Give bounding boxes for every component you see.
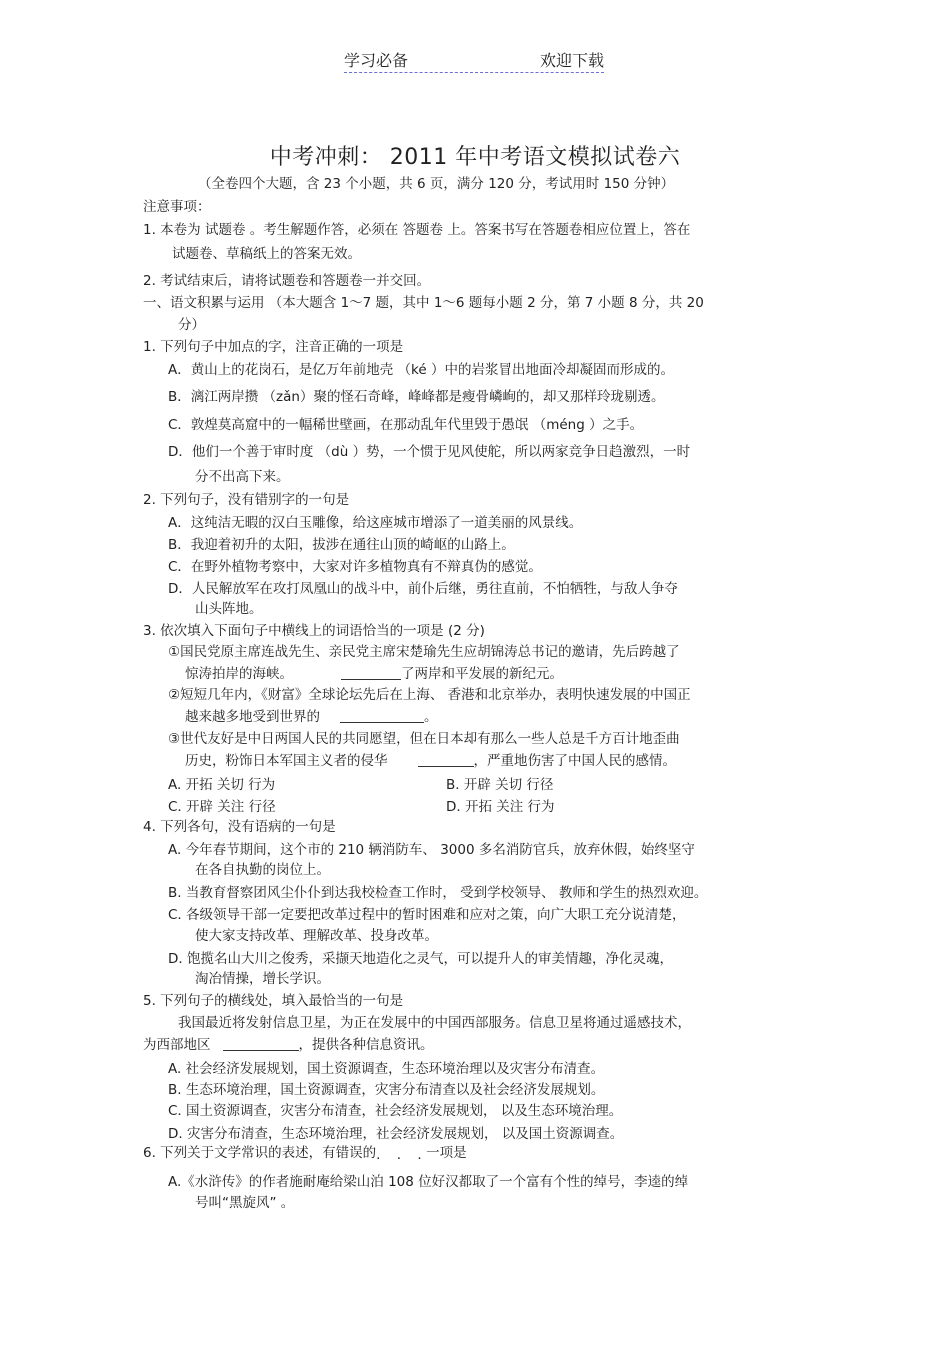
question-3-option-b: B. 开辟 关切 行径 [446, 777, 554, 793]
question-1-option-a: A．黄山上的花岗石，是亿万年前地壳 （ké ）中的岩浆冒出地面冷却凝固而形成的。 [168, 362, 674, 378]
answer-blank [418, 752, 474, 767]
question-5-option-d: D. 灾害分布清查，生态环境治理，社会经济发展规划， 以及国土资源调查。 [168, 1126, 624, 1142]
question-3-option-d: D. 开拓 关注 行为 [446, 799, 555, 815]
question-1-option-d-cont: 分不出高下来。 [195, 469, 290, 485]
section-heading-cont: 分） [178, 317, 205, 333]
question-3-sentence-1: ①国民党原主席连战先生、亲民党主席宋楚瑜先生应胡锦涛总书记的邀请，先后跨越了 [168, 644, 680, 660]
question-3-sentence-1-cont [185, 665, 563, 683]
question-3-option-a: A. 开拓 关切 行为 [168, 777, 276, 793]
question-1-option-c: C．敦煌莫高窟中的一幅稀世壁画，在那动乱年代里毁于愚氓 （méng ）之手。 [168, 417, 644, 433]
stem-text: 6. 下列关于文学常识的表述，有错误的 [143, 1145, 377, 1161]
answer-blank [340, 708, 424, 723]
question-1-stem: 1. 下列句子中加点的字，注音正确的一项是 [143, 339, 404, 355]
question-3-sentence-2-cont [185, 708, 438, 726]
notice-item-cont: 试题卷、草稿纸上的答案无效。 [172, 246, 361, 262]
question-3-sentence-3: ③世代友好是中日两国人民的共同愿望，但在日本却有那么一些人总是千方百计地歪曲 [168, 731, 680, 747]
question-5-passage-cont [143, 1036, 434, 1054]
question-4-option-b: B. 当教育督察团风尘仆仆到达我校检查工作时， 受到学校领导、 教师和学生的热烈欢迎。 [168, 885, 708, 901]
sentence-text: 惊涛拍岸的海峡。 [185, 666, 293, 682]
sentence-text: 历史，粉饰日本军国主义者的侵华 [185, 753, 388, 769]
question-4-option-c: C. 各级领导干部一定要把改革过程中的暂时困难和应对之策，向广大职工充分说清楚， [168, 907, 686, 923]
question-5-passage: 我国最近将发射信息卫星，为正在发展中的中国西部服务。信息卫星将通过遥感技术， [178, 1015, 691, 1031]
question-3-sentence-2: ②短短几年内，《财富》全球论坛先后在上海、 香港和北京举办，表明快速发展的中国正 [168, 687, 691, 703]
question-6-option-a-cont: 号叫“黑旋风” 。 [195, 1195, 295, 1211]
header-right-text: 欢迎下载 [539, 51, 604, 70]
exam-subtitle: （全卷四个大题，含 23 个小题，共 6 页，满分 120 分，考试用时 150 分钟） [198, 176, 675, 192]
header-left-text: 学习必备 [344, 51, 409, 70]
question-2-option-b: B．我迎着初升的太阳，拔涉在通往山顶的崎岖的山路上。 [168, 537, 515, 553]
question-2-stem: 2. 下列句子，没有错别字的一句是 [143, 492, 350, 508]
notice-item: 2. 考试结束后，请将试题卷和答题卷一并交回。 [143, 273, 431, 289]
question-6-stem [143, 1144, 467, 1168]
question-4-option-d: D. 饱揽名山大川之俊秀，采撷天地造化之灵气，可以提升人的审美情趣，净化灵魂， [168, 951, 673, 967]
question-4-option-a-cont: 在各自执勤的岗位上。 [195, 862, 330, 878]
question-1-option-b: B．漓江两岸攒 （zǎn）聚的怪石奇峰，峰峰都是瘦骨嶙峋的，却又那样玲珑剔透。 [168, 389, 665, 405]
answer-blank [341, 665, 401, 680]
section-heading: 一、语文积累与运用 （本大题含 1～7 题，其中 1～6 题每小题 2 分，第 7 小题 8 分，共 20 [143, 295, 704, 311]
notice-heading: 注意事项： [143, 199, 211, 215]
question-3-sentence-3-cont [185, 752, 676, 770]
sentence-text: 越来越多地受到世界的 [185, 709, 320, 725]
question-2-option-d-cont: 山头阵地。 [195, 601, 263, 617]
question-5-option-a: A. 社会经济发展规划，国土资源调查，生态环境治理以及灾害分布清查。 [168, 1061, 605, 1077]
question-3-stem: 3. 依次填入下面句子中横线上的词语恰当的一项是 (2 分) [143, 623, 485, 639]
sentence-text: ，严重地伤害了中国人民的感情。 [473, 753, 676, 769]
question-5-option-c: C. 国土资源调查，灾害分布清查，社会经济发展规划， 以及生态环境治理。 [168, 1103, 623, 1119]
question-3-option-c: C. 开辟 关注 行径 [168, 799, 276, 815]
question-6-option-a: A.《水浒传》的作者施耐庵给梁山泊 108 位好汉都取了一个富有个性的绰号，李逵的绰 [168, 1174, 689, 1190]
question-2-option-c: C．在野外植物考察中，大家对许多植物真有不辩真伪的感觉。 [168, 559, 542, 575]
question-4-option-c-cont: 使大家支持改革、理解改革、投身改革。 [195, 928, 438, 944]
exam-title: 中考冲刺： 2011 年中考语文模拟试卷六 [269, 145, 681, 170]
sentence-text: 。 [424, 709, 438, 725]
stem-text: 一项是 [426, 1145, 467, 1161]
sentence-text: ，提供各种信息资讯。 [298, 1037, 434, 1053]
sentence-text: 了两岸和平发展的新纪元。 [401, 666, 563, 682]
answer-blank [223, 1036, 299, 1051]
page-header [344, 48, 604, 73]
question-5-stem: 5. 下列句子的横线处，填入最恰当的一句是 [143, 993, 404, 1009]
question-4-option-d-cont: 淘冶情操，增长学识。 [195, 971, 330, 987]
question-4-stem: 4. 下列各句，没有语病的一句是 [143, 819, 336, 835]
question-2-option-a: A．这纯洁无暇的汉白玉雕像，给这座城市增添了一道美丽的风景线。 [168, 515, 583, 531]
question-4-option-a: A. 今年春节期间，这个市的 210 辆消防车、 3000 多名消防官兵，放弃休假，始终坚守 [168, 842, 695, 858]
question-1-option-d: D．他们一个善于审时度 （dù ）势，一个惯于见风使舵，所以两家竞争日趋激烈，一时 [168, 444, 691, 460]
question-5-option-b: B. 生态环境治理，国土资源调查，灾害分布清查以及社会经济发展规划。 [168, 1082, 605, 1098]
notice-item: 1. 本卷为 试题卷 。考生解题作答，必须在 答题卷 上。答案书写在答题卷相应位置上，答在 [143, 222, 691, 238]
sentence-text: 为西部地区 [143, 1037, 211, 1053]
emphasis-dots: · · · [376, 1151, 428, 1167]
question-2-option-d: D．人民解放军在攻打凤凰山的战斗中，前仆后继，勇往直前，不怕牺牲，与敌人争夺 [168, 581, 678, 597]
